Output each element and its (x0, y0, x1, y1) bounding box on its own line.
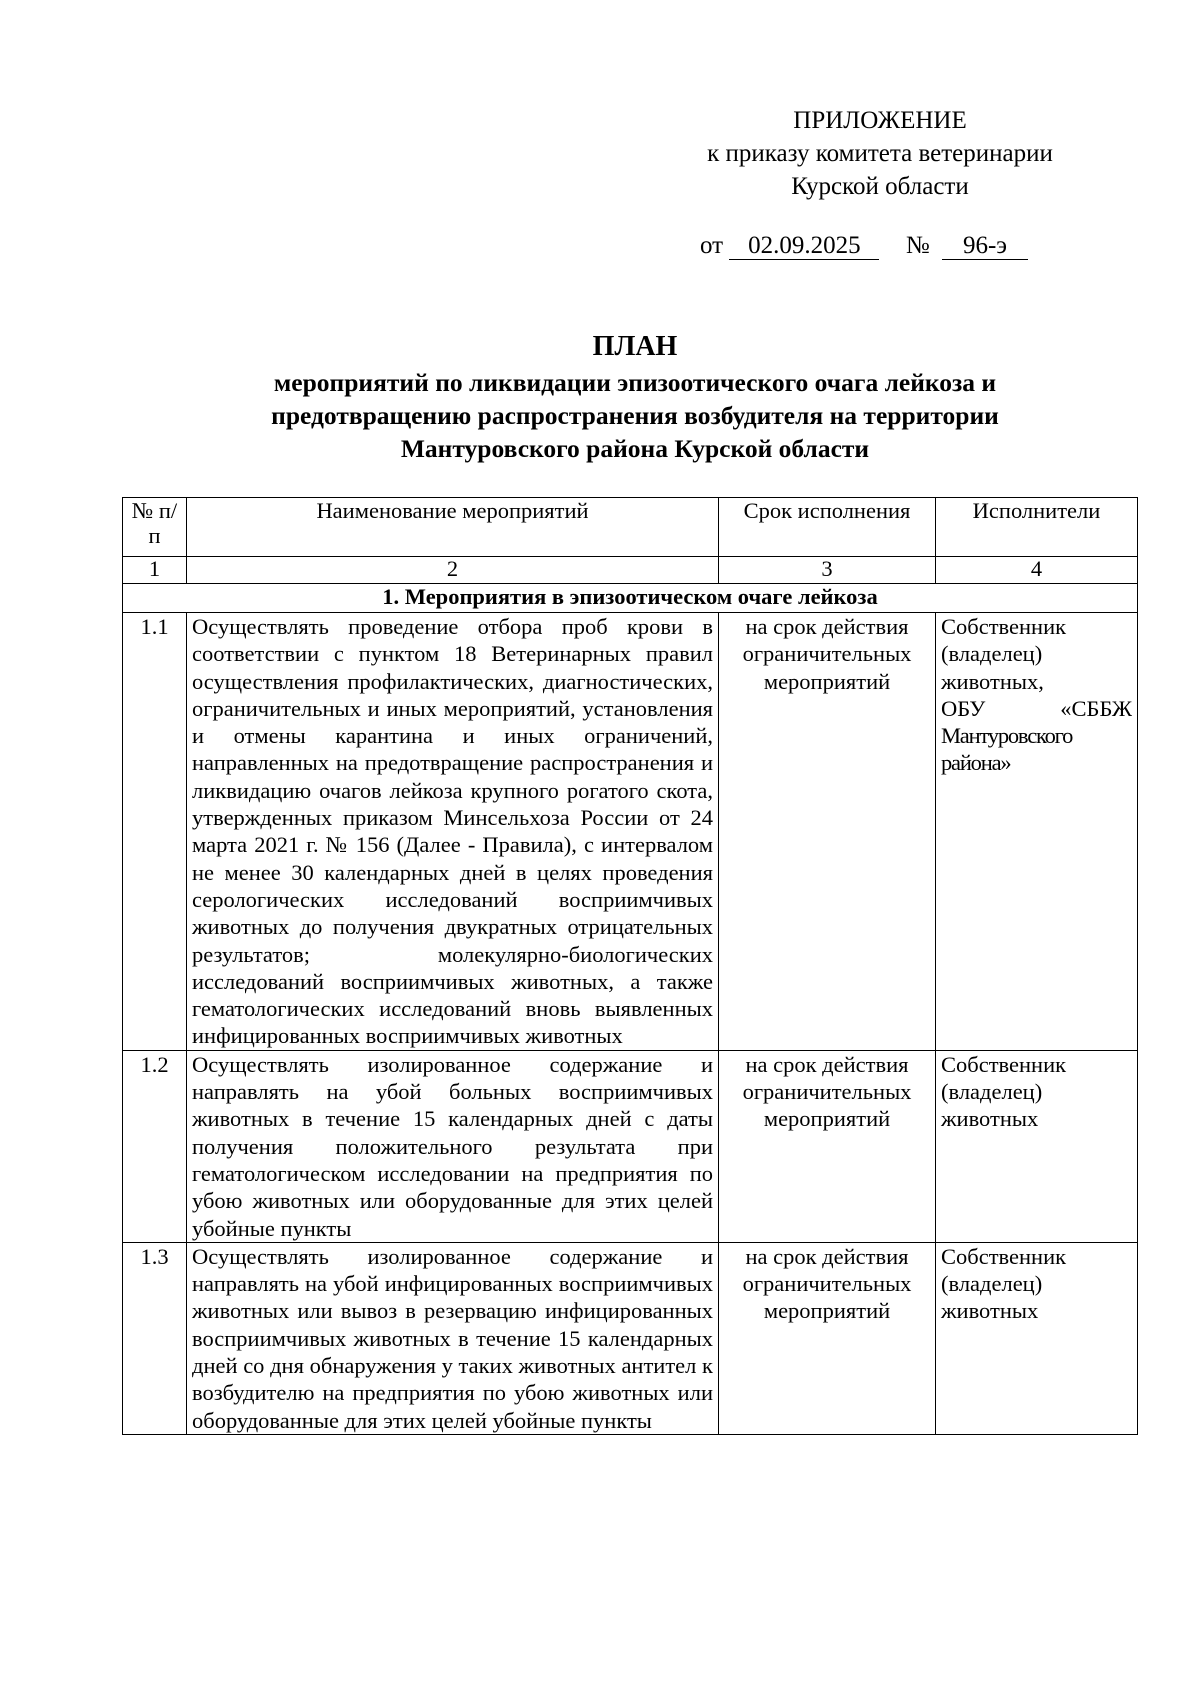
header-exec: Исполнители (936, 498, 1138, 557)
order-reference (700, 232, 1028, 260)
row-number: 1.1 (123, 613, 187, 1051)
column-number: 3 (719, 557, 936, 584)
executor-line: Мантуровского (941, 723, 1073, 749)
appendix-line-region: Курской области (791, 173, 969, 200)
executor-line: района» (941, 750, 1011, 776)
executor-line: Собственник (941, 1243, 1067, 1269)
order-number-sign: № (905, 232, 930, 259)
header-num: № п/п (123, 498, 187, 557)
executor-line: (владелец) (941, 1079, 1043, 1105)
row-activity: Осуществлять изолированное содержание и направлять на убой больных восприимчивых животных в течение 15 календарных дней с даты получения положительного результата при гематологическом исследовании на предприятия по убою животных или оборудованные для этих целей убойные пункты (187, 1050, 719, 1242)
order-from-label: от (700, 232, 724, 259)
column-number: 4 (936, 557, 1138, 584)
executor-line: (владелец) (941, 641, 1043, 667)
table-row (123, 1050, 1138, 1242)
row-executors (936, 1242, 1138, 1434)
plan-subtitle (180, 366, 1090, 465)
order-date: 02.09.2025 (729, 233, 879, 260)
row-activity: Осуществлять проведение отбора проб крови в соответствии с пунктом 18 Ветеринарных правил осуществления профилактических, диагностических, ограничительных и иных мероприятий, установления и отмены карантина и иных ограничений, направленных на предотвращение распространения и ликвидацию очагов лейкоза крупного рогатого скота, утвержденных приказом Минсельхоза России от 24 марта 2021 г. № 156 (Далее - Правила), с интервалом не менее 30 календарных дней в целях проведения серологических исследований восприимчивых животных до получения двукратных отрицательных результатов; молекулярно-биологических исследований восприимчивых животных, а также гематологических исследований вновь выявленных инфицированных восприимчивых животных (187, 613, 719, 1051)
row-activity: Осуществлять изолированное содержание и направлять на убой инфицированных восприимчивых животных или вывоз в резервацию инфицированных восприимчивых животных в течение 15 календарных дней со дня обнаружения у таких животных антител к возбудителю на предприятия по убою животных или оборудованные для этих целей убойные пункты (187, 1242, 719, 1434)
header-term: Срок исполнения (719, 498, 936, 557)
plan-subtitle-line: предотвращению распространения возбудителя на территории (271, 401, 999, 430)
row-executors (936, 1050, 1138, 1242)
executor-line: (владелец) (941, 1271, 1043, 1297)
appendix-title: ПРИЛОЖЕНИЕ (793, 107, 967, 134)
row-number: 1.3 (123, 1242, 187, 1434)
executor-line: животных, (941, 668, 1044, 694)
header-name: Наименование мероприятий (187, 498, 719, 557)
order-number: 96-э (942, 233, 1028, 260)
executor-line: Собственник (941, 1051, 1067, 1077)
row-term: на срок действия ограничительных мероприятий (719, 1242, 936, 1434)
appendix-block (660, 104, 1100, 203)
row-term: на срок действия ограничительных мероприятий (719, 1050, 936, 1242)
section-row (123, 584, 1138, 613)
executor-line: ОБУ «СББЖ (941, 695, 1132, 721)
column-number: 1 (123, 557, 187, 584)
row-term: на срок действия ограничительных мероприятий (719, 613, 936, 1051)
plan-subtitle-line: мероприятий по ликвидации эпизоотического очага лейкоза и (273, 368, 997, 397)
executor-line: животных (941, 1106, 1039, 1132)
row-executors (936, 613, 1138, 1051)
plan-table (122, 497, 1138, 1435)
executor-line: Собственник (941, 614, 1067, 639)
table-row (123, 1242, 1138, 1434)
table-row (123, 613, 1138, 1051)
section-title: 1. Мероприятия в эпизоотическом очаге лейкоза (123, 584, 1138, 613)
plan-subtitle-line: Мантуровского района Курской области (400, 434, 870, 463)
column-number-row (123, 557, 1138, 584)
appendix-line-order: к приказу комитета ветеринарии (707, 140, 1053, 167)
row-number: 1.2 (123, 1050, 187, 1242)
executor-line: животных (941, 1298, 1039, 1324)
plan-title: ПЛАН (592, 331, 678, 362)
column-number: 2 (187, 557, 719, 584)
table-header-row (123, 498, 1138, 557)
